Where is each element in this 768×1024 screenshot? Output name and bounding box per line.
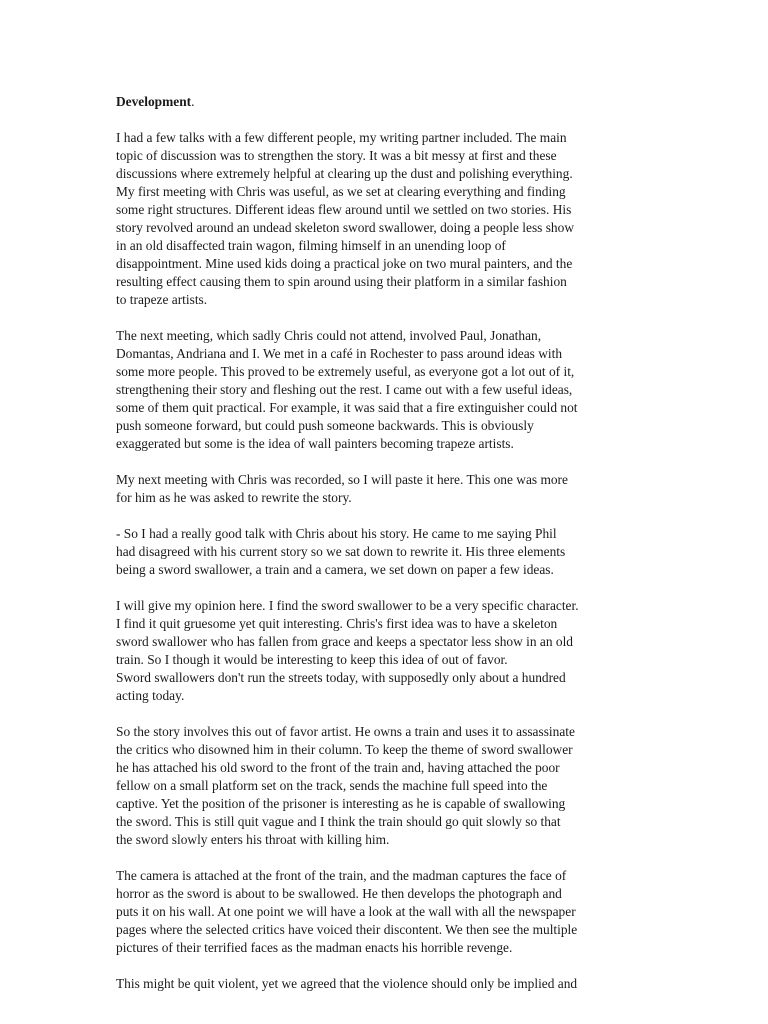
text-line: he has attached his old sword to the front of the train and, having attached the poor xyxy=(116,760,560,775)
text-line: pictures of their terrified faces as the madman enacts his horrible revenge. xyxy=(116,940,513,955)
text-line: I had a few talks with a few different people, my writing partner included. The main xyxy=(116,130,567,145)
body-paragraph xyxy=(116,129,656,309)
text-line: some more people. This proved to be extremely useful, as everyone got a lot out of it, xyxy=(116,364,575,379)
text-line: My next meeting with Chris was recorded, so I will paste it here. This one was more xyxy=(116,472,568,487)
text-line: in an old disaffected train wagon, filming himself in an unending loop of xyxy=(116,238,506,253)
text-line: The camera is attached at the front of the train, and the madman captures the face of xyxy=(116,868,567,883)
text-line: puts it on his wall. At one point we will have a look at the wall with all the newspaper xyxy=(116,904,576,919)
text-line: resulting effect causing them to spin around using their platform in a similar fashion xyxy=(116,274,567,289)
body-paragraph xyxy=(116,525,656,579)
text-line: This might be quit violent, yet we agreed that the violence should only be implied and xyxy=(116,976,578,991)
text-line: the critics who disowned him in their column. To keep the theme of sword swallower xyxy=(116,742,573,757)
section-heading xyxy=(116,93,656,111)
text-line: being a sword swallower, a train and a camera, we set down on paper a few ideas. xyxy=(116,562,554,577)
text-line: My first meeting with Chris was useful, as we set at clearing everything and finding xyxy=(116,184,566,199)
text-line: fellow on a small platform set on the track, sends the machine full speed into the xyxy=(116,778,548,793)
text-line: Sword swallowers don't run the streets today, with supposedly only about a hundred xyxy=(116,670,566,685)
text-line: exaggerated but some is the idea of wall painters becoming trapeze artists. xyxy=(116,436,514,451)
body-paragraph xyxy=(116,471,656,507)
text-line: some right structures. Different ideas flew around until we settled on two stories. His xyxy=(116,202,572,217)
text-line: pages where the selected critics have voiced their discontent. We then see the multiple xyxy=(116,922,578,937)
text-line: acting today. xyxy=(116,688,185,703)
text-line: - So I had a really good talk with Chris about his story. He came to me saying Phil xyxy=(116,526,557,541)
text-line: disappointment. Mine used kids doing a practical joke on two mural painters, and the xyxy=(116,256,573,271)
text-line: strengthening their story and fleshing out the rest. I came out with a few useful ideas, xyxy=(116,382,573,397)
text-line: Domantas, Andriana and I. We met in a café in Rochester to pass around ideas with xyxy=(116,346,563,361)
body-paragraph xyxy=(116,867,656,957)
body-paragraph xyxy=(116,975,656,993)
text-line: push someone forward, but could push someone backwards. This is obviously xyxy=(116,418,534,433)
text-line: sword swallower who has fallen from grace and keeps a spectator less show in an old xyxy=(116,634,574,649)
text-line: for him as he was asked to rewrite the story. xyxy=(116,490,352,505)
text-line: The next meeting, which sadly Chris could not attend, involved Paul, Jonathan, xyxy=(116,328,542,343)
text-line: horror as the sword is about to be swallowed. He then develops the photograph and xyxy=(116,886,562,901)
text-line: I will give my opinion here. I find the sword swallower to be a very specific character. xyxy=(116,598,579,613)
text-line: the sword. This is still quit vague and I think the train should go quit slowly so that xyxy=(116,814,561,829)
body-paragraph xyxy=(116,723,656,849)
text-line: train. So I though it would be interesting to keep this idea of out of favor. xyxy=(116,652,508,667)
text-line: story revolved around an undead skeleton sword swallower, doing a people less show xyxy=(116,220,574,235)
text-line: some of them quit practical. For example, it was said that a fire extinguisher could not xyxy=(116,400,578,415)
text-line: So the story involves this out of favor artist. He owns a train and uses it to assassinate xyxy=(116,724,575,739)
body-paragraph xyxy=(116,327,656,453)
text-line: had disagreed with his current story so we sat down to rewrite it. His three elements xyxy=(116,544,566,559)
text-line: to trapeze artists. xyxy=(116,292,208,307)
text-line: topic of discussion was to strengthen the story. It was a bit messy at first and these xyxy=(116,148,557,163)
document-page xyxy=(116,93,656,1011)
section-heading-title: Development xyxy=(116,94,192,109)
paragraphs-container xyxy=(116,129,656,993)
text-line: I find it quit gruesome yet quit interesting. Chris's first idea was to have a skeleton xyxy=(116,616,558,631)
text-line: captive. Yet the position of the prisoner is interesting as he is capable of swallowing xyxy=(116,796,566,811)
text-line: discussions where extremely helpful at clearing up the dust and polishing everything. xyxy=(116,166,573,181)
text-line: the sword slowly enters his throat with killing him. xyxy=(116,832,390,847)
body-paragraph xyxy=(116,597,656,705)
section-heading-punct: . xyxy=(191,94,195,109)
